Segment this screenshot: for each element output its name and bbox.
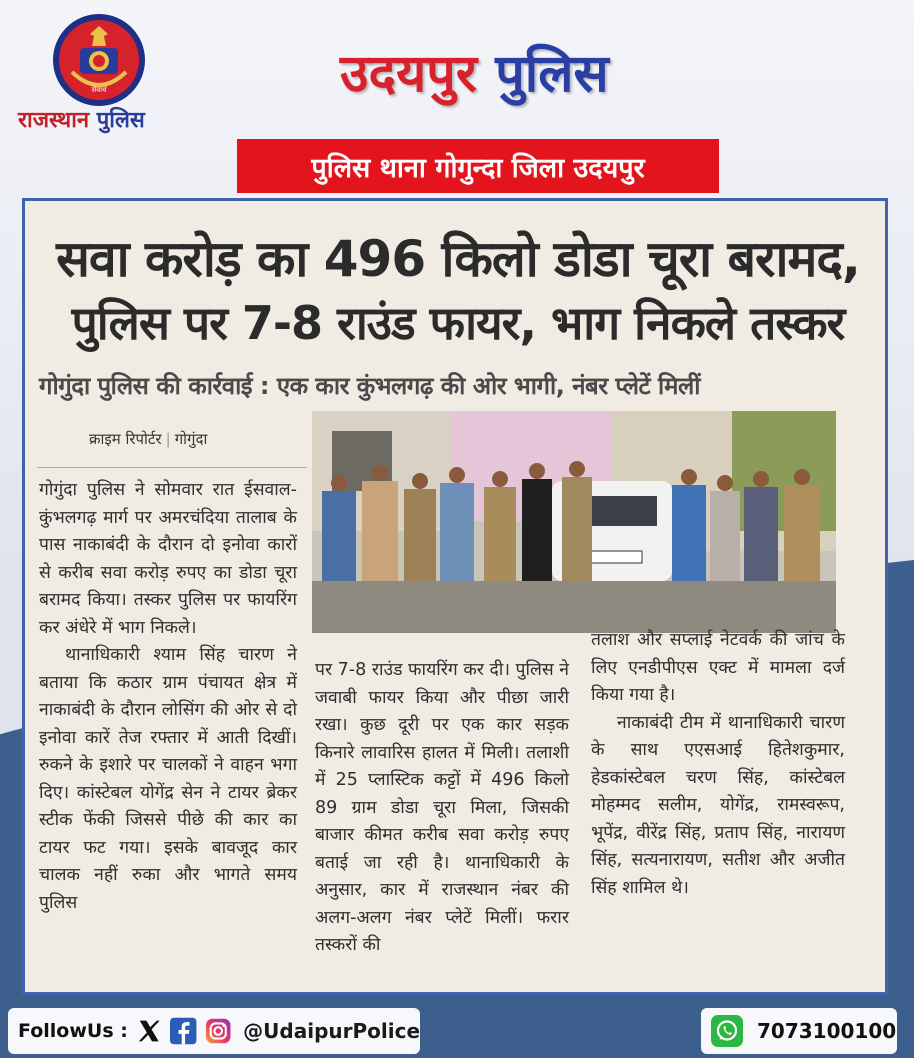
column-1-paragraph-2: थानाधिकारी श्याम सिंह चारण ने बताया कि कठार ग्राम पंचायत क्षेत्र में नाकाबंदी के दौरान लोसिंग की ओर से दो इनोवा कारें तेज रफ्तार में आती दिखीं। रुकने के इशारे पर चालकों ने वाहन भगा दिए। कांस्टेबल योगेंद्र सेन ने टायर ब्रेकर स्टीक फेंकी जिससे पीछे की कार का टायर फट गया। इसके बावजूद कार चालक नहीं रुका और भागते समय पुलिस	[39, 645, 297, 913]
whatsapp-number[interactable]: 7073100100	[757, 1019, 897, 1043]
column-3-paragraph-1: तलाश और सप्लाई नेटवर्क की जांच के लिए एनडीपीएस एक्ट में मामला दर्ज किया गया है।	[591, 630, 845, 705]
newspaper-clipping	[22, 198, 888, 995]
page-title	[340, 36, 609, 107]
title-police: पुलिस	[495, 43, 609, 104]
social-handle[interactable]: @UdaipurPolice	[243, 1019, 421, 1043]
column-1-paragraph-1: गोगुंदा पुलिस ने सोमवार रात ईसवाल-कुंभलगढ़ मार्ग पर अमरचंदिया तालाब के पास नाकाबंदी के दौरान दो इनोवा कारों से करीब सवा करोड़ रुपए का डोडा चूरा बरामद किया। तस्कर पुलिस पर फायरिंग कर अंधेरे में भाग निकले।	[39, 480, 297, 638]
police-team-with-seized-vehicle-photo	[312, 411, 836, 633]
logo-text-rajasthan: राजस्थान	[18, 108, 90, 133]
column-3-paragraph-2: नाकाबंदी टीम में थानाधिकारी चारण के साथ एएसआई हितेशकुमार, हेडकांस्टेबल चरण सिंह, कांस्टेबल मोहम्मद सलीम, योगेंद्र, रामस्वरूप, भूपेंद्र, वीरेंद्र सिंह, प्रताप सिंह, नारायण सिंह, सत्यनारायण, सतीश और अजीत सिंह शामिल थे।	[591, 712, 845, 898]
instagram-icon[interactable]	[205, 1017, 231, 1045]
social-follow-bar	[8, 1008, 420, 1054]
article-column-2	[315, 657, 569, 960]
byline-separator: |	[165, 430, 171, 448]
byline-divider	[37, 467, 307, 468]
article-column-3	[591, 627, 845, 902]
follow-us-label: FollowUs :	[18, 1020, 128, 1042]
byline	[89, 429, 207, 449]
rajasthan-police-emblem-icon	[46, 12, 152, 108]
contact-bar	[701, 1008, 897, 1054]
title-udaipur: उदयपुर	[340, 43, 478, 104]
logo-caption	[18, 104, 145, 134]
headline-line-1: सवा करोड़ का 496 किलो डोडा चूरा बरामद,	[56, 230, 860, 288]
byline-role: क्राइम रिपोर्टर	[89, 430, 162, 448]
station-banner: पुलिस थाना गोगुन्दा जिला उदयपुर	[237, 139, 719, 193]
article-column-1	[39, 477, 297, 917]
subheadline: गोगुंदा पुलिस की कार्रवाई : एक कार कुंभलगढ़ की ओर भागी, नंबर प्लेटें मिलीं	[39, 372, 701, 400]
x-icon[interactable]	[136, 1017, 162, 1045]
facebook-icon[interactable]	[170, 1017, 196, 1045]
byline-place: गोगुंदा	[174, 430, 208, 448]
headline-line-2: पुलिस पर 7-8 राउंड फायर, भाग निकले तस्कर	[71, 296, 845, 350]
logo-text-police: पुलिस	[96, 108, 145, 133]
whatsapp-icon[interactable]	[711, 1015, 743, 1047]
svg-text:सेवार्थ: सेवार्थ	[91, 86, 107, 94]
column-2-paragraph-1: पर 7-8 राउंड फायरिंग कर दी। पुलिस ने जवाबी फायर किया और पीछा जारी रखा। कुछ दूरी पर एक कार सड़क किनारे लावारिस हालत में मिली। तलाशी में 25 प्लास्टिक कट्टों में 496 किलो 89 ग्राम डोडा चूरा मिला, जिसकी बाजार कीमत करीब सवा करोड़ रुपए बताई जा रही है। थानाधिकारी के अनुसार, कार में राजस्थान नंबर की अलग-अलग नंबर प्लेटें मिलीं। फरार तस्करों की	[315, 660, 569, 955]
